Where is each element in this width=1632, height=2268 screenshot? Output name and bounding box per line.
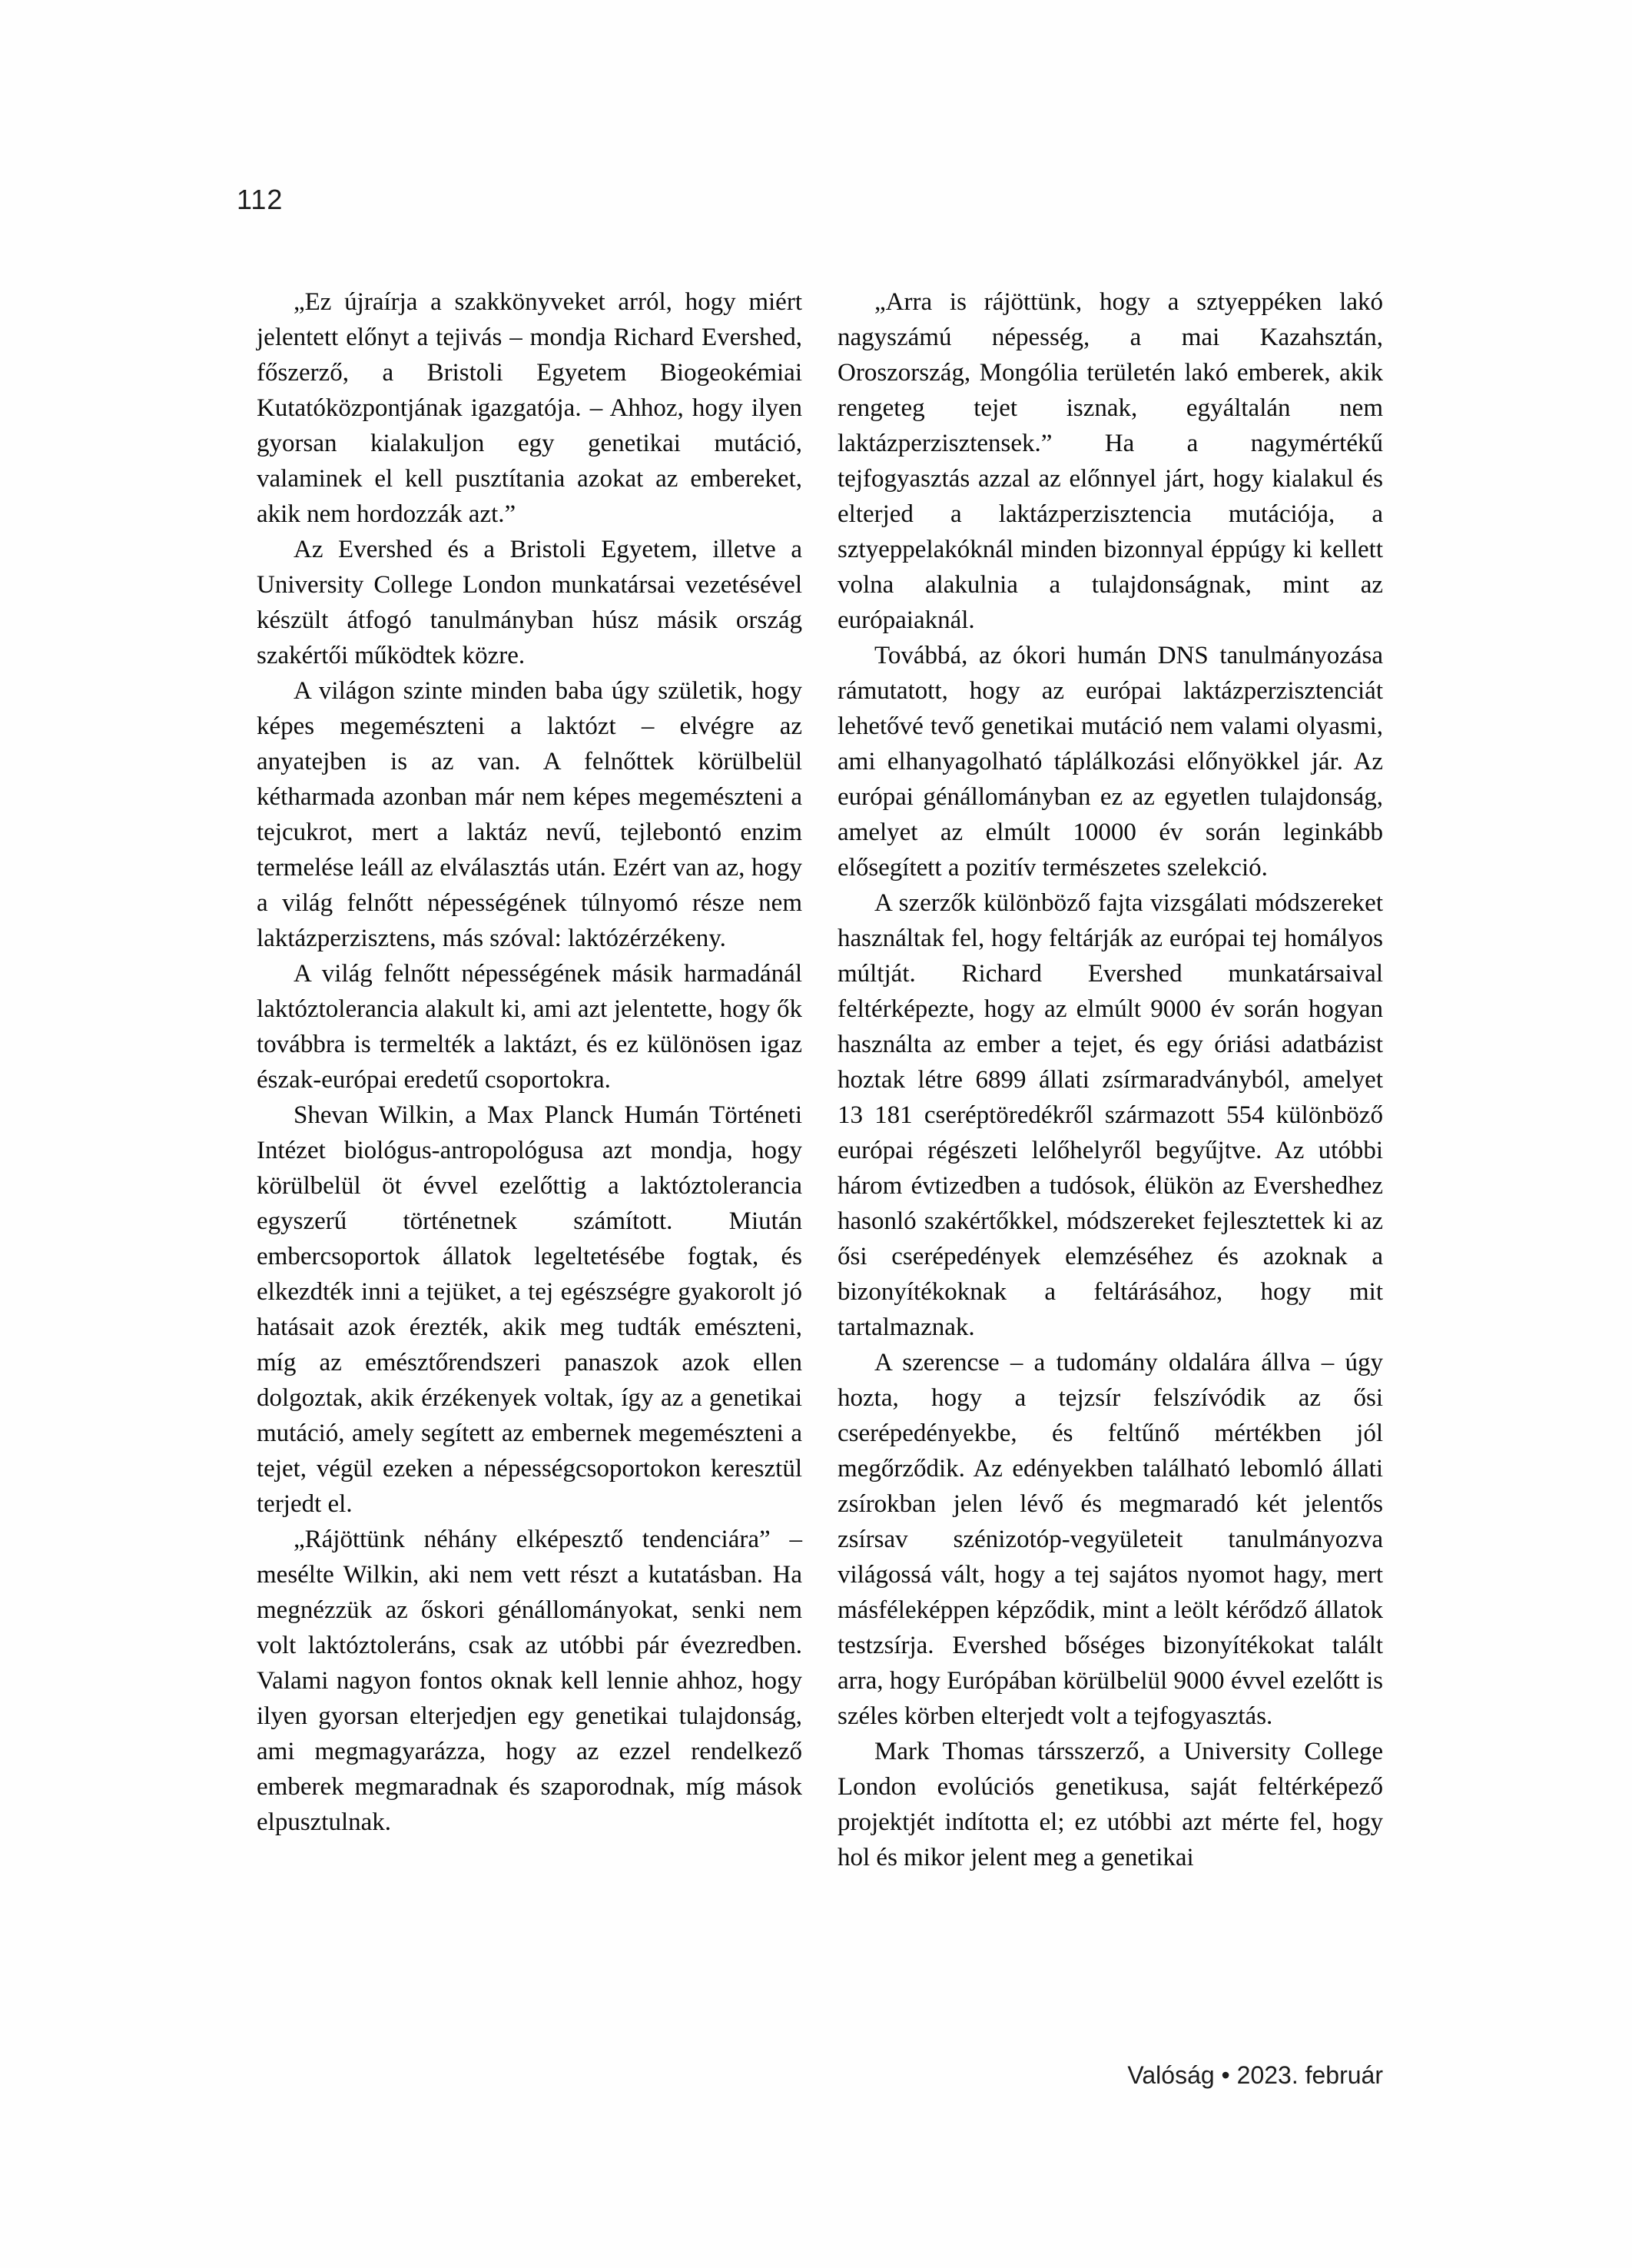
page-number: 112 bbox=[237, 184, 284, 215]
paragraph: A világ felnőtt népességének másik harmadánál laktóztolerancia alakult ki, ami azt jelentette, hogy ők továbbra is termelték a laktázt, és ez különösen igaz észak-európai eredetű csoportokra. bbox=[257, 960, 802, 1094]
article-body bbox=[257, 284, 1383, 1875]
paragraph: Az Evershed és a Bristoli Egyetem, illetve a University College London munkatársai vezetésével készült átfogó tanulmányban húsz másik ország szakértői működtek közre. bbox=[257, 536, 802, 669]
paragraph: „Arra is rájöttünk, hogy a sztyeppéken lakó nagyszámú népesség, a mai Kazahsztán, Oroszország, Mongólia területén lakó emberek, akik rengeteg tejet isznak, egyáltalán nem laktázperzisztensek.” Ha a nagymértékű tejfogyasztás azzal az előnnyel járt, hogy kialakul és elterjed a laktázperzisztencia mutációja, a sztyeppelakóknál minden bizonnyal éppúgy ki kellett volna alakulnia a tulajdonságnak, mint az európaiaknál. bbox=[838, 288, 1383, 634]
left-column bbox=[257, 284, 802, 1875]
paragraph: Mark Thomas társszerző, a University College London evolúciós genetikusa, saját feltérképező projektjét indította el; ez utóbbi azt mérte fel, hogy hol és mikor jelent meg a genetikai bbox=[838, 1738, 1383, 1871]
paragraph: A szerencse – a tudomány oldalára állva – úgy hozta, hogy a tejzsír felszívódik az ősi cserépedényekbe, és feltűnő mértékben jól megőrződik. Az edényekben található lebomló állati zsírokban jelen lévő és megmaradó két jelentős zsírsav szénizotóp-vegyületeit tanulmányozva világossá vált, hogy a tej sajátos nyomot hagy, mert másféleképpen képződik, mint a leölt kérődző állatok testzsírja. Evershed bőséges bizonyítékokat talált arra, hogy Európában körülbelül 9000 évvel ezelőtt is széles körben elterjedt volt a tejfogyasztás. bbox=[838, 1349, 1383, 1730]
paragraph: A világon szinte minden baba úgy születik, hogy képes megemészteni a laktózt – elvégre az anyatejben is az van. A felnőttek körülbelül kétharmada azonban már nem képes megemészteni a tejcukrot, mert a laktáz nevű, tejlebontó enzim termelése leáll az elválasztás után. Ezért van az, hogy a világ felnőtt népességének túlnyomó része nem laktázperzisztens, más szóval: laktózérzékeny. bbox=[257, 677, 802, 952]
paragraph: „Rájöttünk néhány elképesztő tendenciára” – mesélte Wilkin, aki nem vett részt a kutatásban. Ha megnézzük az őskori génállományokat, senki nem volt laktóztoleráns, csak az utóbbi pár évezredben. Valami nagyon fontos oknak kell lennie ahhoz, hogy ilyen gyorsan elterjedjen egy genetikai tulajdonság, ami megmagyarázza, hogy az ezzel rendelkező emberek megmaradnak és szaporodnak, míg mások elpusztulnak. bbox=[257, 1526, 802, 1836]
journal-footer: Valóság • 2023. február bbox=[1127, 2061, 1383, 2089]
right-column bbox=[838, 284, 1383, 1875]
paragraph: Továbbá, az ókori humán DNS tanulmányozása rámutatott, hogy az európai laktázperzisztenciát lehetővé tevő genetikai mutáció nem valami olyasmi, ami elhanyagolható táplálkozási előnyökkel jár. Az európai génállományban ez az egyetlen tulajdonság, amelyet az elmúlt 10000 év során leginkább elősegített a pozitív természetes szelekció. bbox=[838, 642, 1383, 882]
paragraph: „Ez újraírja a szakkönyveket arról, hogy miért jelentett előnyt a tejivás – mondja Richard Evershed, főszerző, a Bristoli Egyetem Biogeokémiai Kutatóközpontjának igazgatója. – Ahhoz, hogy ilyen gyorsan kialakuljon egy genetikai mutáció, valaminek el kell pusztítania azokat az embereket, akik nem hordozzák azt.” bbox=[257, 288, 802, 528]
paragraph: A szerzők különböző fajta vizsgálati módszereket használtak fel, hogy feltárják az európai tej homályos múltját. Richard Evershed munkatársaival feltérképezte, hogy az elmúlt 9000 év során hogyan használta az ember a tejet, és egy óriási adatbázist hoztak létre 6899 állati zsírmaradványból, amelyet 13 181 cseréptöredékről származott 554 különböző európai régészeti lelőhelyről begyűjtve. Az utóbbi három évtizedben a tudósok, élükön az Evershedhez hasonló szakértőkkel, módszereket fejlesztettek ki az ősi cserépedények elemzéséhez és azoknak a bizonyítékoknak a feltárásához, hogy mit tartalmaznak. bbox=[838, 889, 1383, 1341]
paragraph: Shevan Wilkin, a Max Planck Humán Történeti Intézet biológus-antropológusa azt mondja, hogy körülbelül öt évvel ezelőttig a laktóztolerancia egyszerű történetnek számított. Miután embercsoportok állatok legeltetésébe fogtak, és elkezdték inni a tejüket, a tej egészségre gyakorolt jó hatásait azok érezték, akik meg tudták emészteni, míg az emésztőrendszeri panaszok azok ellen dolgoztak, akik érzékenyek voltak, így az a genetikai mutáció, amely segített az embernek megemészteni a tejet, végül ezeken a népességcsoportokon keresztül terjedt el. bbox=[257, 1101, 802, 1518]
